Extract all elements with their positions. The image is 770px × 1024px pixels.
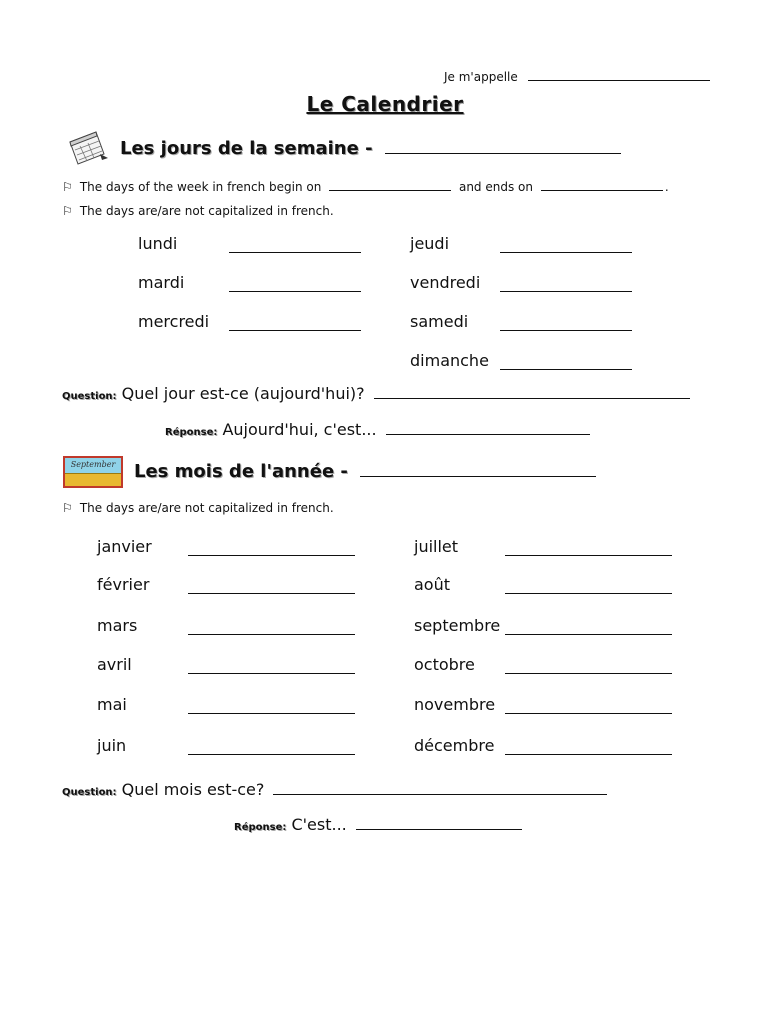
day-blank[interactable]	[229, 291, 361, 292]
name-row	[444, 70, 710, 84]
end-day-blank[interactable]	[541, 190, 663, 191]
day-item: jeudi	[410, 234, 450, 253]
month-item: mai	[97, 695, 127, 714]
question-text: Quel mois est-ce?	[121, 780, 265, 799]
name-label: Je m'appelle	[444, 70, 518, 84]
days-note-1-middle: and ends on	[458, 180, 533, 194]
day-blank[interactable]	[229, 252, 361, 253]
days-note-1-before: The days of the week in french begin on	[79, 180, 322, 194]
month-blank[interactable]	[505, 593, 672, 594]
flag-icon: ⚐	[62, 501, 73, 515]
day-blank[interactable]	[500, 252, 632, 253]
response-blank[interactable]	[356, 829, 522, 830]
day-item: samedi	[410, 312, 469, 331]
question-label: Question:	[62, 787, 117, 798]
day-item: mercredi	[138, 312, 210, 331]
days-note-2-text: The days are/are not capitalized in french.	[79, 204, 334, 218]
calendar-icon	[66, 128, 110, 172]
flag-icon: ⚐	[62, 180, 73, 194]
question-blank[interactable]	[273, 794, 607, 795]
month-item: août	[414, 575, 451, 594]
month-item: septembre	[414, 616, 501, 635]
month-blank[interactable]	[188, 593, 355, 594]
days-note-1	[62, 180, 669, 194]
response-label: Réponse:	[234, 822, 287, 833]
day-blank[interactable]	[500, 369, 632, 370]
months-heading-blank[interactable]	[360, 476, 596, 477]
day-item: lundi	[138, 234, 178, 253]
month-item: janvier	[97, 537, 152, 556]
question-label: Question:	[62, 391, 117, 402]
month-blank[interactable]	[188, 754, 355, 755]
month-blank[interactable]	[505, 754, 672, 755]
begin-day-blank[interactable]	[329, 190, 451, 191]
day-blank[interactable]	[500, 330, 632, 331]
day-blank[interactable]	[229, 330, 361, 331]
month-blank[interactable]	[505, 555, 672, 556]
response-text: C'est...	[291, 815, 347, 834]
question-text: Quel jour est-ce (aujourd'hui)?	[121, 384, 365, 403]
month-blank[interactable]	[188, 713, 355, 714]
month-blank[interactable]	[188, 555, 355, 556]
months-question	[62, 780, 607, 799]
months-note	[62, 501, 334, 515]
month-blank[interactable]	[188, 634, 355, 635]
response-blank[interactable]	[386, 434, 590, 435]
month-item: juillet	[414, 537, 459, 556]
month-blank[interactable]	[505, 634, 672, 635]
name-blank[interactable]	[528, 80, 710, 81]
page-title: Le Calendrier	[306, 92, 464, 116]
september-calendar-icon	[63, 456, 123, 488]
month-item: octobre	[414, 655, 475, 674]
question-blank[interactable]	[374, 398, 690, 399]
months-heading-text: Les mois de l'année -	[134, 461, 348, 482]
flag-icon: ⚐	[62, 204, 73, 218]
months-response	[234, 815, 522, 834]
month-item: mars	[97, 616, 138, 635]
september-icon-label: September	[70, 460, 116, 469]
month-item: février	[97, 575, 150, 594]
days-question	[62, 384, 690, 403]
month-item: décembre	[414, 736, 495, 755]
days-heading	[120, 138, 621, 159]
months-note-text: The days are/are not capitalized in french.	[79, 501, 334, 515]
response-text: Aujourd'hui, c'est...	[222, 420, 377, 439]
day-item: vendredi	[410, 273, 481, 292]
month-item: juin	[97, 736, 127, 755]
days-heading-text: Les jours de la semaine -	[120, 138, 373, 159]
month-blank[interactable]	[505, 673, 672, 674]
month-item: avril	[97, 655, 132, 674]
months-heading	[134, 461, 596, 482]
month-item: novembre	[414, 695, 496, 714]
day-blank[interactable]	[500, 291, 632, 292]
days-note-2	[62, 204, 334, 218]
month-blank[interactable]	[505, 713, 672, 714]
sunflower-strip	[65, 473, 121, 486]
day-item: dimanche	[410, 351, 489, 370]
days-heading-blank[interactable]	[385, 153, 621, 154]
response-label: Réponse:	[165, 427, 218, 438]
month-blank[interactable]	[188, 673, 355, 674]
days-note-1-after: .	[664, 180, 669, 194]
days-response	[165, 420, 590, 439]
day-item: mardi	[138, 273, 185, 292]
